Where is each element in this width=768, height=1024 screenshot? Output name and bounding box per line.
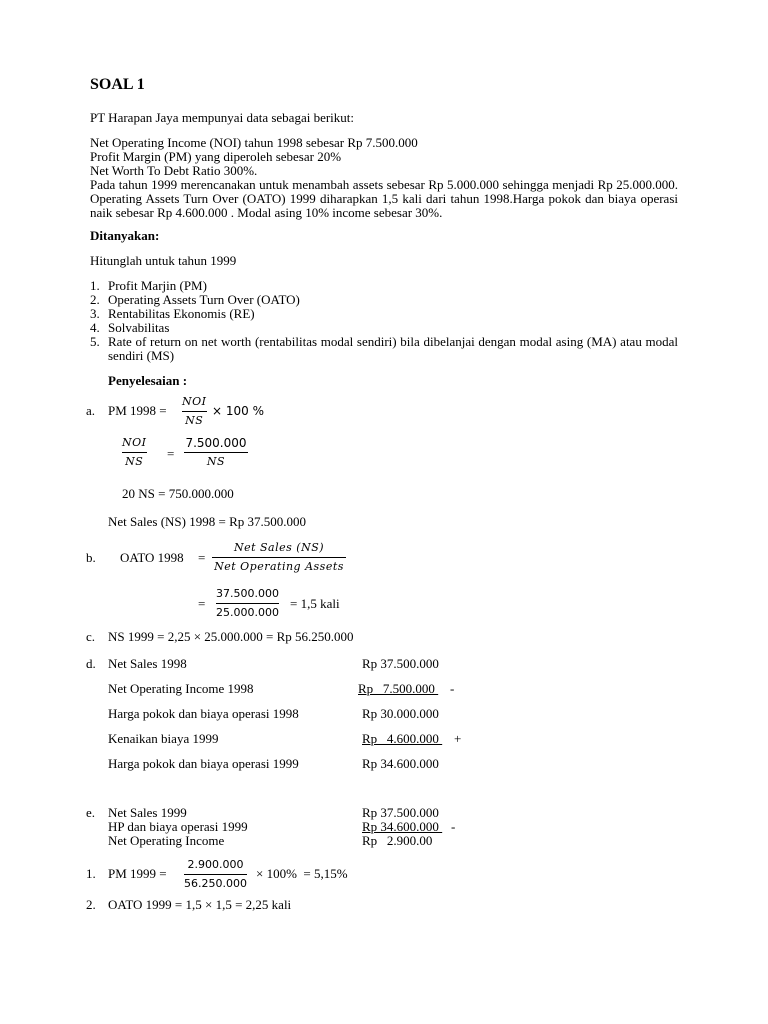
minus-sign: - [451, 819, 456, 834]
fraction-numerator: 7.500.000 [185, 436, 247, 450]
question-text: Rate of return on net worth (rentabilitas modal sendiri) bila dibelanjai dengan modal asing (MA) atau modal sendiri (MS) [108, 334, 678, 363]
item-label-d: d. [86, 656, 96, 671]
equals-sign: = [167, 446, 175, 461]
question-text: Profit Marjin (PM) [108, 278, 207, 293]
question-number: 4. [90, 320, 100, 335]
fraction-denominator: NS [185, 414, 204, 427]
table-row-label: Harga pokok dan biaya operasi 1999 [108, 756, 299, 771]
problem-paragraph: Pada tahun 1999 merencanakan untuk menambah assets sebesar Rp 5.000.000 sehingga menjadi Rp 25.000.000. Operating Assets Turn Over (OATO) 1999 diharapkan 1,5 kali dari tahun 1998.Harga pokok dan biaya operasi naik sebesar Rp 4.600.000 . Modal asing 10% income sebesar 30%. [90, 177, 678, 220]
hitunglah-text: Hitunglah untuk tahun 1999 [90, 253, 237, 268]
oato-1998-lhs: OATO 1998 [120, 550, 184, 565]
page-title: SOAL 1 [90, 76, 145, 93]
question-number: 5. [90, 334, 100, 349]
fraction-numerator: 2.900.000 [187, 858, 244, 871]
table-row-label: Net Sales 1999 [108, 805, 187, 820]
pm-1999-result: × 100% = 5,15% [256, 866, 348, 881]
data-line: Profit Margin (PM) yang diperoleh sebesar 20% [90, 149, 342, 164]
table-row-value: Rp 30.000.000 [362, 706, 439, 721]
question-text: Solvabilitas [108, 320, 170, 335]
fraction-bar [122, 452, 147, 453]
item-label-a: a. [86, 403, 96, 418]
question-text: Rentabilitas Ekonomis (RE) [108, 306, 255, 321]
calc-line: 20 NS = 750.000.000 [122, 486, 234, 501]
table-row-value: Rp 34.600.000 [362, 819, 443, 834]
ditanyakan-heading: Ditanyakan: [90, 228, 160, 243]
noi-ns-fraction [182, 395, 207, 428]
fraction-denominator: NS [125, 455, 144, 468]
table-row-label: Net Sales 1998 [108, 656, 187, 671]
fraction-bar [216, 603, 279, 604]
table-row-value: Rp 7.500.000 [358, 681, 439, 696]
ns-1999-calc: NS 1999 = 2,25 × 25.000.000 = Rp 56.250.000 [108, 629, 354, 644]
table-row-label: Net Operating Income [108, 833, 225, 848]
fraction-denominator: 25.000.000 [216, 606, 279, 619]
fraction-denominator: NS [206, 455, 226, 468]
pm-1998-lhs: PM 1998 = [108, 403, 167, 418]
net-sales-1998-result: Net Sales (NS) 1998 = Rp 37.500.000 [108, 514, 306, 529]
table-row-label: Harga pokok dan biaya operasi 1998 [108, 706, 299, 721]
item-label-c: c. [86, 629, 96, 644]
fraction-bar [184, 452, 248, 453]
pm-1999-lhs: PM 1999 = [108, 866, 167, 881]
item-label-e: e. [86, 805, 96, 820]
minus-sign: - [450, 681, 455, 696]
fraction-denominator: 56.250.000 [184, 877, 247, 890]
fraction-bar [182, 411, 207, 412]
pm-1999-fraction [184, 858, 247, 891]
fraction-numerator: NOI [122, 436, 147, 449]
equals-sign: = [198, 550, 206, 565]
fraction-bar [212, 557, 346, 558]
table-row-value: Rp 2.900.00 [362, 833, 433, 848]
oato-1999-calc: OATO 1999 = 1,5 × 1,5 = 2,25 kali [108, 897, 292, 912]
table-row-label: Net Operating Income 1998 [108, 681, 254, 696]
table-row-value: Rp 4.600.000 [362, 731, 443, 746]
table-row-value: Rp 37.500.000 [362, 656, 439, 671]
oato-1998-result: = 1,5 kali [290, 596, 340, 611]
data-line: Net Worth To Debt Ratio 300%. [90, 163, 258, 178]
plus-sign: + [454, 731, 462, 746]
question-number: 3. [90, 306, 100, 321]
times-100-percent: × 100 % [212, 404, 264, 418]
noi-ns-fraction [122, 436, 147, 469]
answer-number: 1. [86, 866, 96, 881]
intro-text: PT Harapan Jaya mempunyai data sebagai berikut: [90, 110, 355, 125]
question-number: 1. [90, 278, 100, 293]
fraction-numerator: Net Sales (NS) [233, 541, 325, 554]
table-row-value: Rp 34.600.000 [362, 756, 439, 771]
equals-sign: = [198, 596, 206, 611]
fraction-denominator: Net Operating Assets [214, 560, 344, 573]
table-row-label: HP dan biaya operasi 1999 [108, 819, 248, 834]
question-text: Operating Assets Turn Over (OATO) [108, 292, 300, 307]
answer-number: 2. [86, 897, 96, 912]
data-line: Net Operating Income (NOI) tahun 1998 sebesar Rp 7.500.000 [90, 135, 418, 150]
table-row-value: Rp 37.500.000 [362, 805, 439, 820]
fraction-bar [184, 874, 247, 875]
oato-fraction [212, 541, 346, 574]
fraction-numerator: NOI [182, 395, 207, 408]
noi-value-fraction [184, 436, 248, 469]
item-label-b: b. [86, 550, 96, 565]
table-row-label: Kenaikan biaya 1999 [108, 731, 219, 746]
fraction-numerator: 37.500.000 [216, 587, 279, 600]
penyelesaian-heading: Penyelesaian : [108, 373, 188, 388]
oato-value-fraction [216, 587, 279, 620]
question-number: 2. [90, 292, 100, 307]
